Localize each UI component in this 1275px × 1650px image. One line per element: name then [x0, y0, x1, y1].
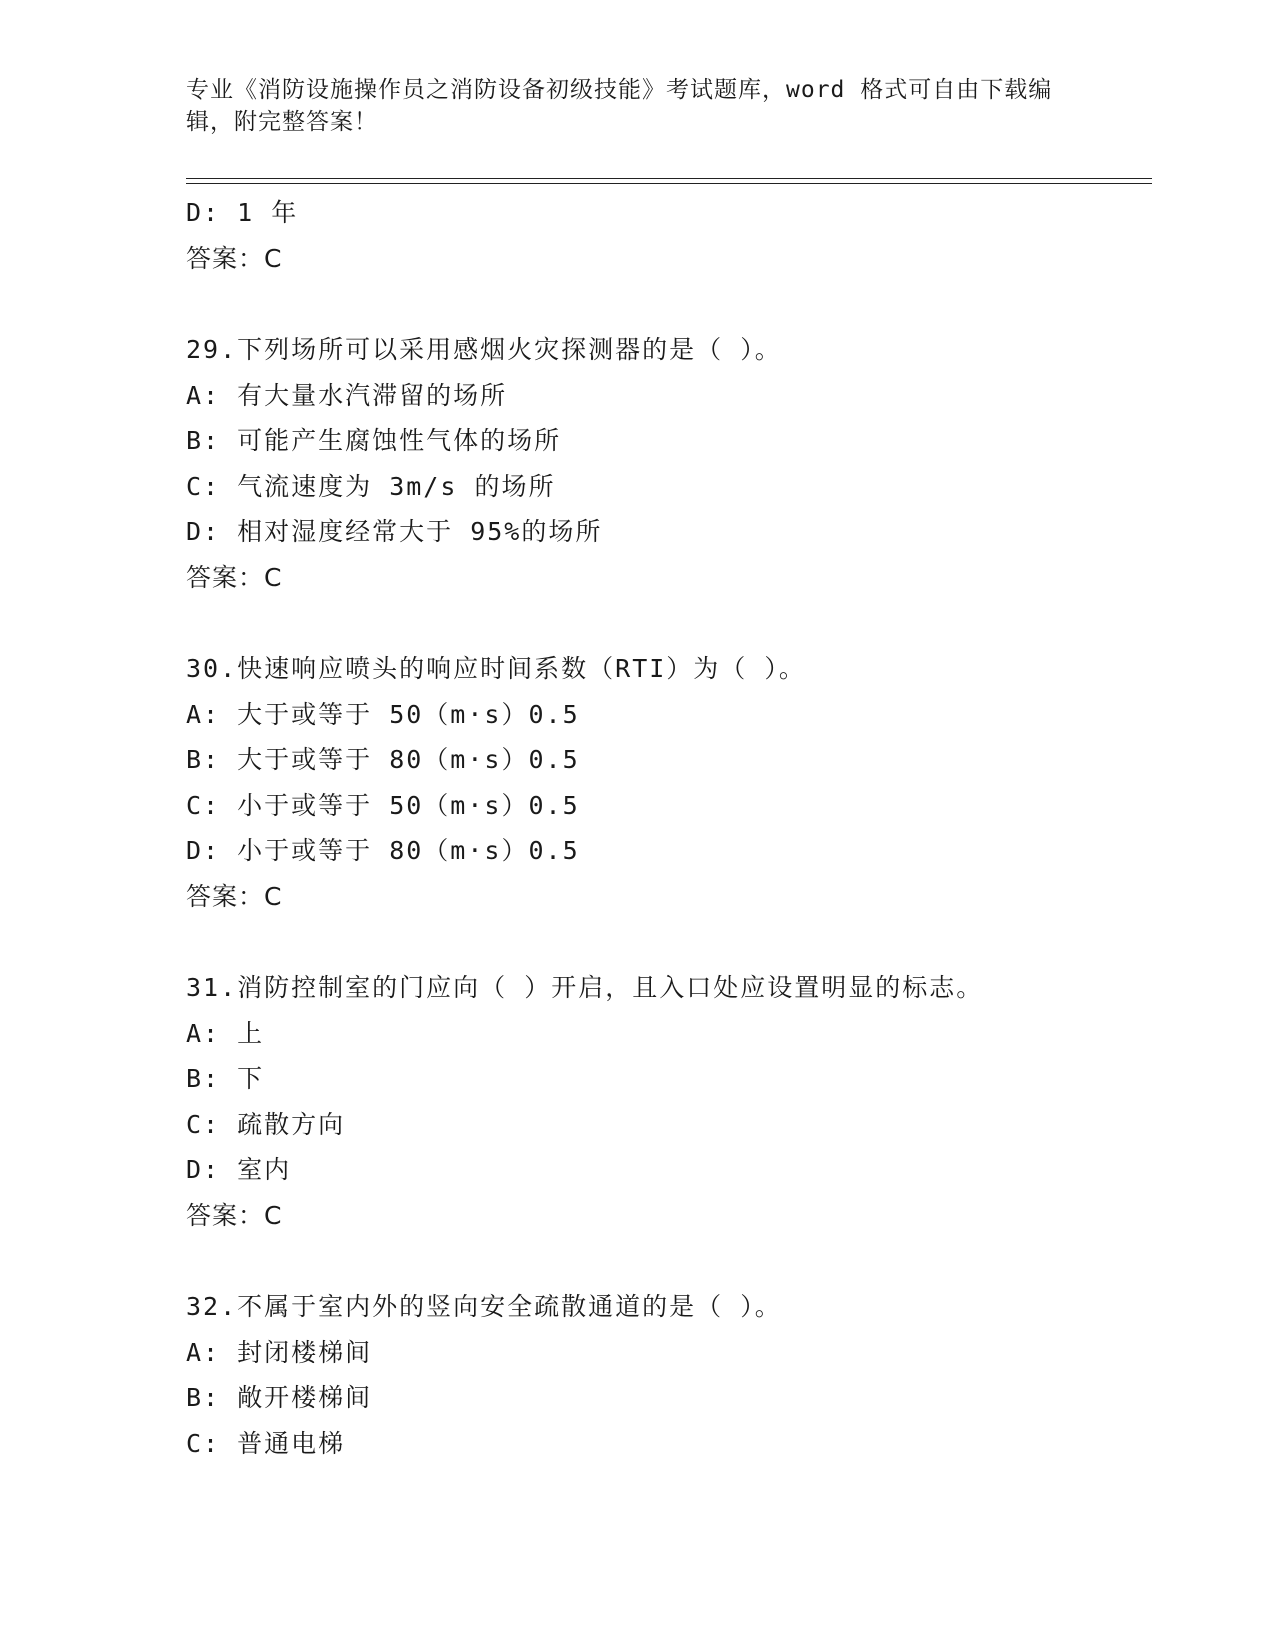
option-b: B: 敞开楼梯间 [186, 1383, 373, 1412]
question-list [186, 190, 1152, 1466]
question-stem: 30.快速响应喷头的响应时间系数（RTI）为（ ）。 [186, 654, 806, 683]
answer: 答案：C [186, 881, 283, 911]
answer: 答案：C [186, 562, 283, 592]
question-30 [186, 646, 1152, 919]
question-29 [186, 327, 1152, 600]
option-a: A: 上 [186, 1018, 265, 1048]
question-stem: 32.不属于室内外的竖向安全疏散通道的是（ ）。 [186, 1292, 782, 1321]
option-a: A: 有大量水汽滞留的场所 [186, 380, 508, 410]
option-d: D: 小于或等于 80（m·s）0.5 [186, 836, 580, 865]
option-c: C: 小于或等于 50（m·s）0.5 [186, 790, 580, 820]
option-a: A: 封闭楼梯间 [186, 1337, 373, 1367]
header-divider-bottom [186, 183, 1152, 184]
header-divider-top [186, 178, 1152, 179]
header-title-line-1: 专业《消防设施操作员之消防设备初级技能》考试题库，word 格式可自由下载编 [186, 77, 1053, 103]
option-b: B: 大于或等于 80（m·s）0.5 [186, 745, 580, 774]
question-stem: 29.下列场所可以采用感烟火灾探测器的是（ ）。 [186, 335, 782, 364]
prev-option-d: D: 1 年 [186, 198, 299, 227]
prev-answer: 答案：C [186, 243, 283, 273]
option-c: C: 普通电梯 [186, 1428, 346, 1458]
option-b: B: 下 [186, 1064, 265, 1093]
option-d: D: 室内 [186, 1155, 292, 1184]
option-d: D: 相对湿度经常大于 95%的场所 [186, 517, 603, 546]
option-b: B: 可能产生腐蚀性气体的场所 [186, 426, 562, 455]
option-c: C: 气流速度为 3m/s 的场所 [186, 471, 556, 501]
question-stem: 31.消防控制室的门应向（ ）开启，且入口处应设置明显的标志。 [186, 973, 984, 1002]
question-32 [186, 1284, 1152, 1466]
header-title-line-2: 辑，附完整答案！ [186, 109, 378, 135]
option-a: A: 大于或等于 50（m·s）0.5 [186, 699, 580, 729]
answer: 答案：C [186, 1200, 283, 1230]
document-header [186, 74, 1086, 138]
option-c: C: 疏散方向 [186, 1109, 346, 1139]
question-31 [186, 965, 1152, 1238]
